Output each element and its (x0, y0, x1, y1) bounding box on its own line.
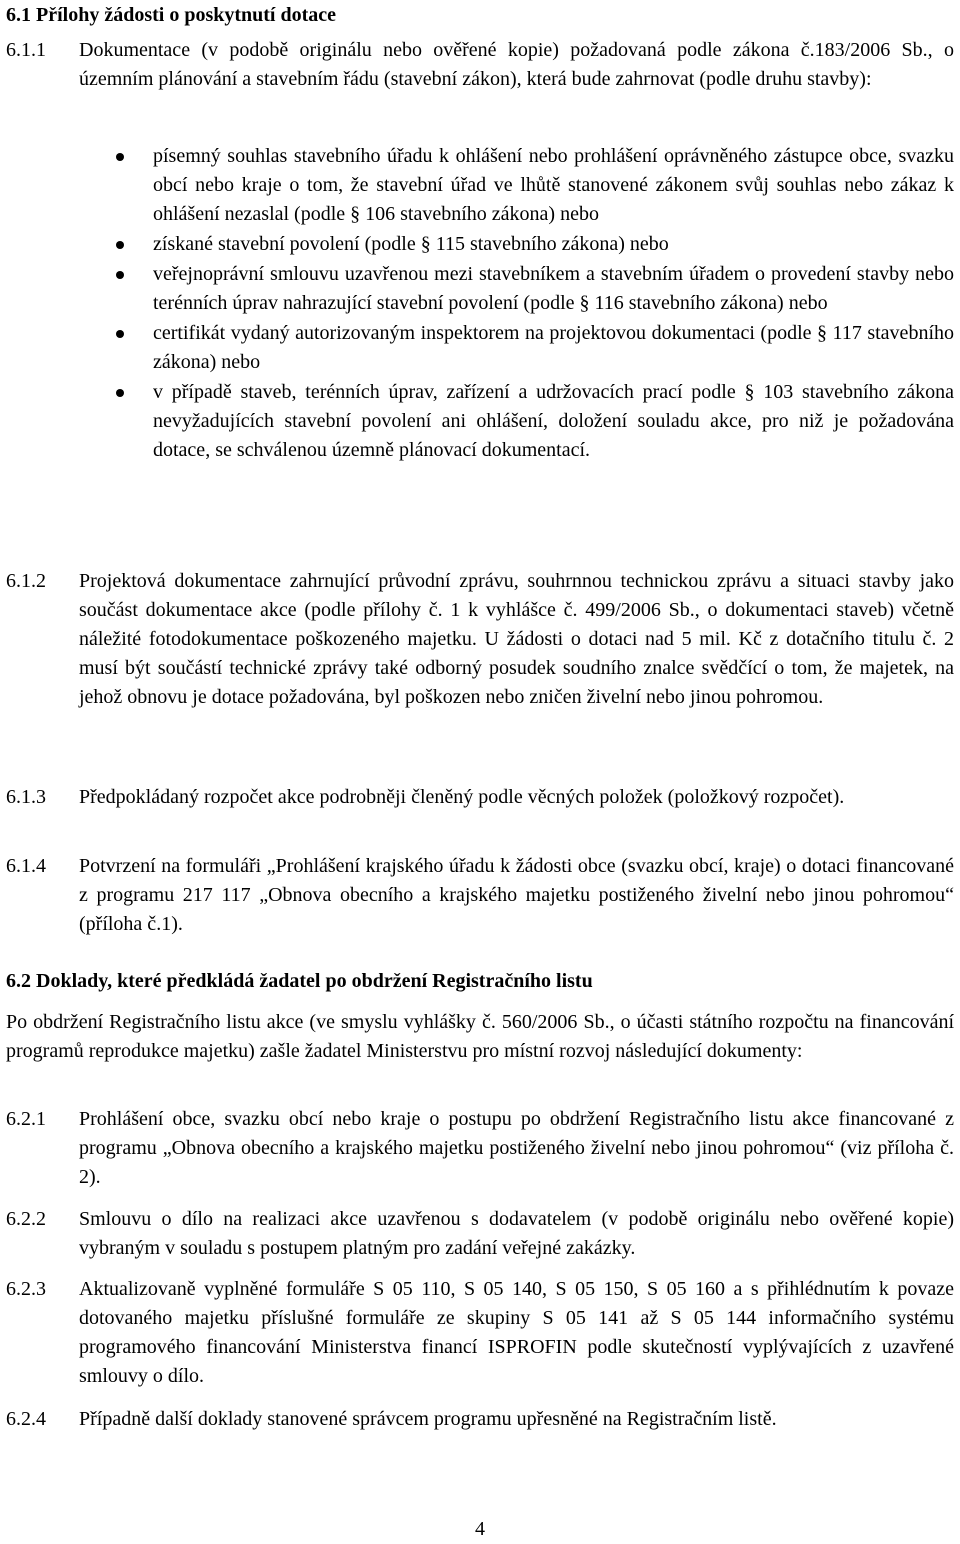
item-number: 6.1.1 (6, 39, 46, 61)
item-number: 6.2.4 (6, 1408, 46, 1430)
numbered-item-6-1-4 (6, 852, 954, 939)
numbered-item-6-2-3 (6, 1275, 954, 1391)
list-item: veřejnoprávní smlouvu uzavřenou mezi stavebníkem a stavebním úřadem o provedení stavby nebo terénních úprav nahrazující stavební povolení (podle § 116 stavebního zákona) nebo (116, 260, 954, 318)
list-item: v případě staveb, terénních úprav, zařízení a udržovacích prací podle § 103 stavebního zákona nevyžadujících stavební povolení ani ohlášení, doložení souladu akce, pro niž je požadována dotace, se schválenou územně plánovací dokumentací. (116, 378, 954, 465)
item-number: 6.2.2 (6, 1208, 46, 1230)
item-text: Případně další doklady stanovené správcem programu upřesněné na Registračním listě. (79, 1408, 777, 1430)
list-item: písemný souhlas stavebního úřadu k ohlášení nebo prohlášení oprávněného zástupce obce, svazku obcí nebo kraje o tom, že stavební úřad ve lhůtě stanovené zákonem svůj souhlas nebo zákaz k ohlášení nezaslal (podle § 106 stavebního zákona) nebo (116, 142, 954, 229)
bullet-icon (116, 153, 124, 161)
section-heading-6-1: 6.1 Přílohy žádosti o poskytnutí dotace (6, 4, 337, 26)
section-intro: Po obdržení Registračního listu akce (ve smyslu vyhlášky č. 560/2006 Sb., o účasti státního rozpočtu na financování programů reprodukce majetku) zašle žadatel Ministerstvu pro místní rozvoj následující dokumenty: (6, 1011, 954, 1062)
item-text: Potvrzení na formuláři „Prohlášení krajského úřadu k žádosti obce (svazku obcí, kraje) o dotaci financované z programu 217 117 „Obnova obecního a krajského majetku postiženého živelní nebo jinou pohromou“ (příloha č.1). (79, 855, 954, 935)
list-item: získané stavební povolení (podle § 115 stavebního zákona) nebo (116, 230, 954, 259)
item-number: 6.1.4 (6, 855, 46, 877)
numbered-item-6-2-4 (6, 1405, 954, 1434)
list-item: certifikát vydaný autorizovaným inspektorem na projektovou dokumentaci (podle § 117 stavebního zákona) nebo (116, 319, 954, 377)
section-heading-6-2: 6.2 Doklady, které předkládá žadatel po obdržení Registračního listu (6, 970, 593, 992)
bullet-icon (116, 330, 124, 338)
numbered-item-6-1-3 (6, 783, 954, 812)
bullet-icon (116, 389, 124, 397)
numbered-item-6-1-2 (6, 567, 954, 712)
item-number: 6.1.2 (6, 570, 46, 592)
bullet-icon (116, 241, 124, 249)
numbered-item-6-1-1 (6, 36, 954, 94)
item-number: 6.2.1 (6, 1108, 46, 1130)
item-text: Dokumentace (v podobě originálu nebo ověřené kopie) požadovaná podle zákona č.183/2006 Sb., o územním plánování a stavebním řádu (stavební zákon), která bude zahrnovat (podle druhu stavby): (79, 39, 954, 90)
item-text: Předpokládaný rozpočet akce podrobněji členěný podle věcných položek (položkový rozpočet). (79, 786, 845, 808)
numbered-item-6-2-2 (6, 1205, 954, 1263)
item-text: Projektová dokumentace zahrnující průvodní zprávu, souhrnnou technickou zprávu a situaci stavby jako součást dokumentace akce (podle přílohy č. 1 k vyhlášce č. 499/2006 Sb., o dokumentaci staveb) včetně náležité fotodokumentace poškozeného majetku. U žádosti o dotaci nad 5 mil. Kč z dotačního titulu č. 2 musí být součástí technické zprávy také odborný posudek soudního znalce svědčící o tom, že majetek, na jehož obnovu je dotace požadována, byl poškozen nebo zničen živelní nebo jinou pohromou. (79, 570, 954, 708)
item-number: 6.1.3 (6, 786, 46, 808)
bullet-icon (116, 271, 124, 279)
item-text: Smlouvu o dílo na realizaci akce uzavřenou s dodavatelem (v podobě originálu nebo ověřené kopie) vybraným v souladu s postupem platným pro zadání veřejné zakázky. (79, 1208, 954, 1259)
item-text: Prohlášení obce, svazku obcí nebo kraje o postupu po obdržení Registračního listu akce financované z programu „Obnova obecního a krajského majetku postiženého živelní nebo jinou pohromou“ (viz příloha č. 2). (79, 1108, 954, 1188)
item-number: 6.2.3 (6, 1278, 46, 1300)
bullet-list (116, 142, 954, 466)
item-text: Aktualizovaně vyplněné formuláře S 05 110, S 05 140, S 05 150, S 05 160 a s přihlédnutím k povaze dotovaného majetku příslušné formuláře ze skupiny S 05 141 až S 05 144 informačního systému programového financování Ministerstva financí ISPROFIN podle skutečností vyplývajících z uzavřené smlouvy o dílo. (79, 1278, 954, 1387)
page-number: 4 (475, 1518, 485, 1540)
numbered-item-6-2-1 (6, 1105, 954, 1192)
